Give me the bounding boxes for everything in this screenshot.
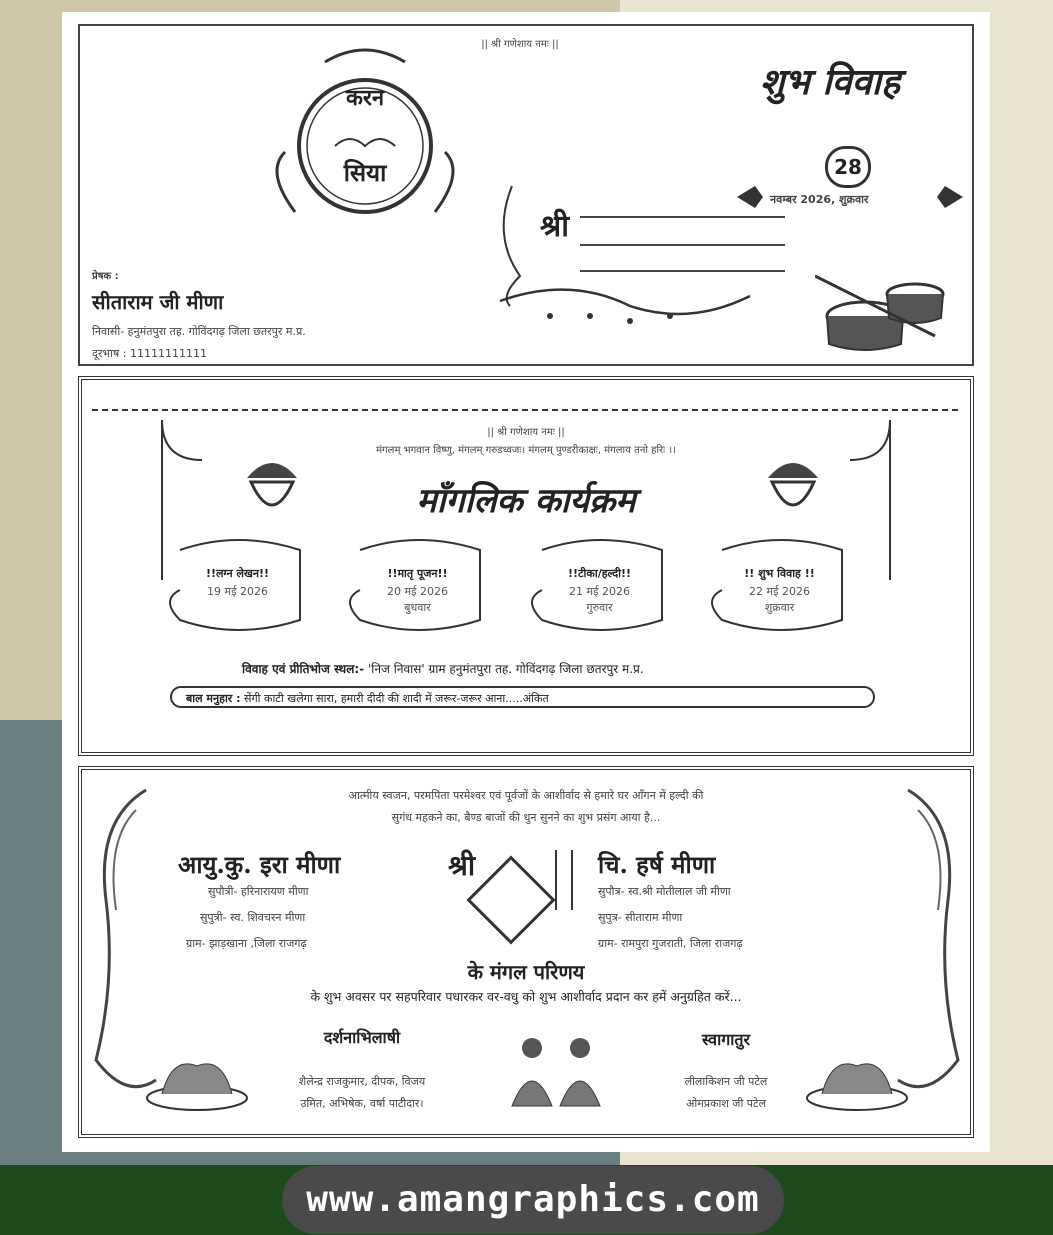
children-text: सेंगी काटी खलेगा सारा, हमारी दीदी की शादी में जरूर-जरूर आना.....अंकित — [244, 692, 549, 705]
footer-url: www.amangraphics.com — [282, 1166, 784, 1234]
bride-line-1: सुपौत्री- हरिनारायण मीणा — [208, 885, 309, 898]
invocation: || श्री गणेशाय नमः || — [481, 39, 559, 50]
event-card-1: !!लग्न लेखन!! 19 मई 2026 — [160, 530, 315, 640]
occasion-text: के मंगल परिणय — [467, 960, 585, 984]
welcome-line-1: लीलाकिशन जी पटेल — [684, 1075, 768, 1088]
groom-name: चि. हर्ष मीणा — [598, 850, 716, 879]
shri-emblem-text: श्री — [448, 849, 476, 882]
shri-mark: श्री — [540, 209, 570, 244]
event-card-2: !!मातृ पूजन!! 20 मई 2026 बुधवार — [340, 530, 495, 640]
address-line-1 — [580, 216, 785, 218]
address-line-2 — [580, 244, 785, 246]
mantra: मंगलम् भगवान विष्णु, मंगलम् गरुडध्वजः। मंगलम् पुण्डरीकाक्षः, मंगलाय तनो हरिः ।। — [376, 445, 676, 456]
sender-name: सीताराम जी मीणा — [92, 290, 224, 314]
groom-line-3: ग्राम- रामपुरा गुजराती, जिला राजगढ़ — [598, 937, 743, 950]
programme-panel — [78, 376, 974, 756]
darshan-line-2: उमित, अभिषेक, वर्षा पाटीदार। — [300, 1097, 424, 1110]
couple-illustration-icon — [496, 1026, 616, 1116]
event-card-3: !!टीका/हल्दी!! 21 मई 2026 गुरुवार — [522, 530, 677, 640]
title-shubh-vivah: शुभ विवाह — [760, 61, 901, 103]
bride-line-3: ग्राम- झाड़खाना ,जिला राजगढ़ — [186, 937, 307, 950]
invitation-panel — [78, 766, 974, 1138]
darshan-title: दर्शनाभिलाषी — [323, 1028, 401, 1047]
venue-text: 'निज निवास' ग्राम हनुमंतपुरा तह. गोविंदगढ़ जिला छतरपुर म.प्र. — [367, 662, 644, 676]
ornamental-vine — [490, 176, 790, 356]
bride-name: आयु.कु. इरा मीणा — [178, 850, 341, 879]
coconut-plate-right-icon — [802, 1036, 912, 1116]
darshan-line-1: शैलेन्द्र राजकुमार, दीपक, विजय — [298, 1075, 426, 1088]
event-card-4: !! शुभ विवाह !! 22 मई 2026 शुक्रवार — [702, 530, 857, 640]
sender-phone: दूरभाष : 11111111111 — [92, 347, 207, 360]
groom-line-1: सुपौत्र- स्व.श्री मोतीलाल जी मीणा — [598, 885, 731, 898]
venue-row — [242, 660, 644, 677]
cover-panel — [78, 24, 974, 366]
groom-first-name: करन — [345, 85, 385, 111]
address-line-3 — [580, 270, 785, 272]
dhol-drum-icon — [815, 266, 955, 356]
children-label: बाल मनुहार : — [186, 692, 241, 705]
welcome-title: स्वागातुर — [701, 1030, 751, 1049]
groom-line-2: सुपुत्र- सीताराम मीणा — [598, 911, 683, 924]
intro-line-1: आत्मीय स्वजन, परमपिता परमेश्वर एवं पूर्वजों के आशीर्वाद से हमारे घर आँगन में हल्दी की — [348, 789, 704, 802]
kalash-right-icon — [758, 438, 828, 528]
bride-first-name: सिया — [343, 158, 387, 187]
sender-address: निवासी- हनुमंतपुरा तह. गोविंदगढ़ जिला छतरपुर म.प्र. — [92, 325, 306, 338]
blessing-text: के शुभ अवसर पर सहपरिवार पधारकर वर-वधु को शुभ आशीर्वाद प्रदान कर हमें अनुग्रहित करें... — [310, 989, 742, 1004]
couple-medallion — [265, 42, 465, 242]
children-message-box — [170, 686, 875, 708]
bride-line-2: सुपुत्री- स्व. शिवचरन मीणा — [200, 911, 306, 924]
date-number-badge: 28 — [825, 146, 871, 188]
programme-title: माँगलिक कार्यक्रम — [416, 481, 636, 521]
venue-label: विवाह एवं प्रीतिभोज स्थल:- — [242, 662, 365, 676]
programme-invocation: || श्री गणेशाय नमः || — [487, 427, 565, 438]
coconut-plate-left-icon — [142, 1036, 252, 1116]
intro-line-2: सुगंध महकने का, बैण्ड बाजों की धुन सुनने का शुभ प्रसंग आया है... — [391, 811, 661, 824]
welcome-line-2: ओमप्रकाश जी पटेल — [685, 1097, 767, 1110]
date-text: नवम्बर 2026, शुक्रवार — [770, 193, 869, 206]
kalash-left-icon — [237, 438, 307, 528]
sender-label: प्रेषक : — [92, 271, 119, 282]
